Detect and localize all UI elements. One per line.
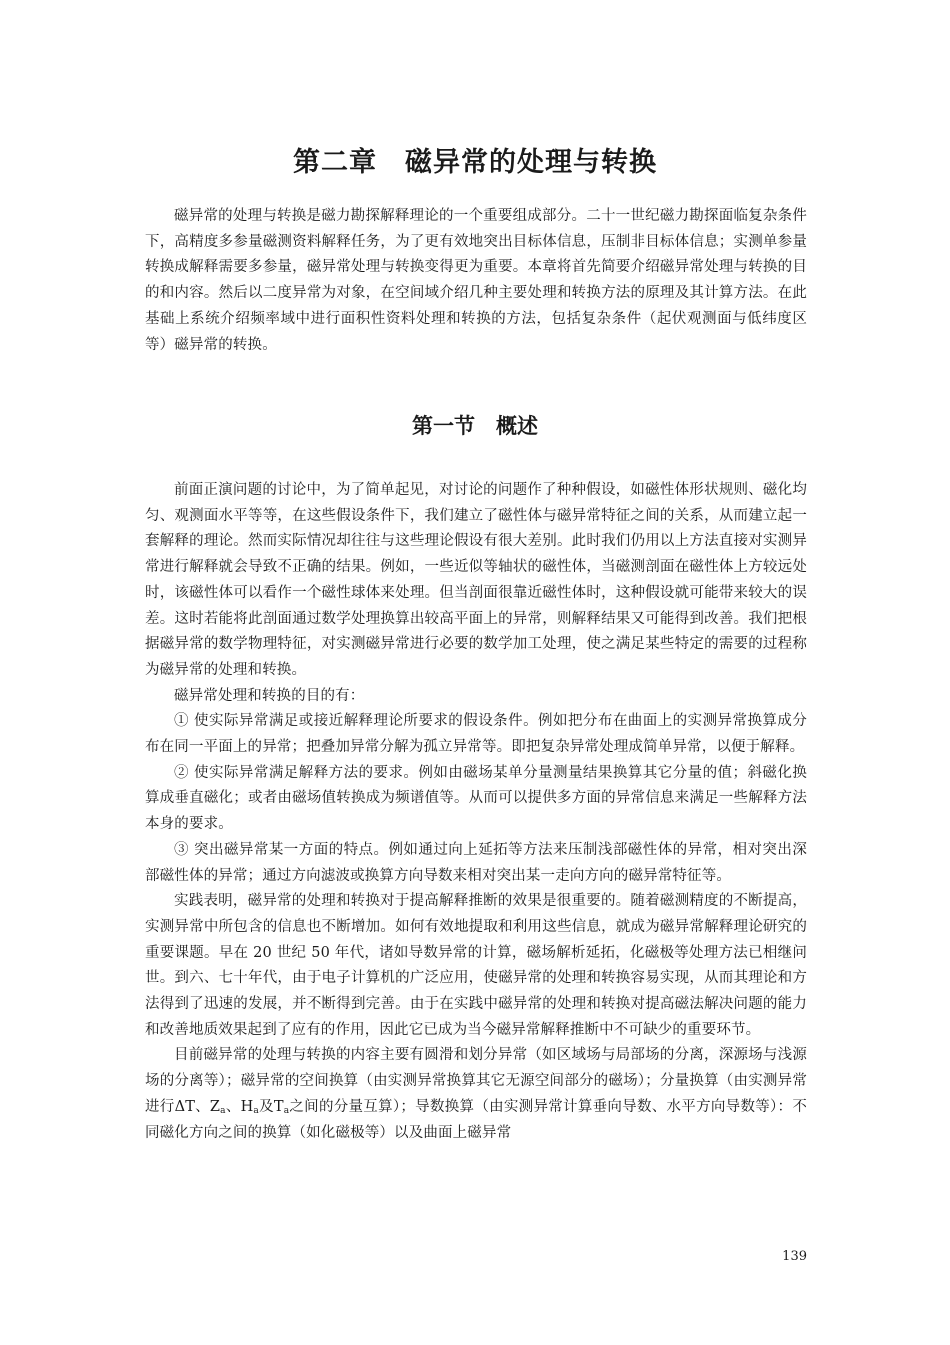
paragraph-purpose-1: ① 使实际异常满足或接近解释理论所要求的假设条件。例如把分布在曲面上的实测异常换算成分布在同一平面上的异常；把叠加异常分解为孤立异常等。即把复杂异常处理成简单异常，以便于解释。 xyxy=(145,713,807,756)
page-number: 139 xyxy=(782,1249,807,1264)
chapter-intro xyxy=(145,204,807,358)
chapter-title: 第二章 磁异常的处理与转换 xyxy=(293,147,657,178)
intro-paragraph: 磁异常的处理与转换是磁力勘探解释理论的一个重要组成部分。二十一世纪磁力勘探面临复杂条件下，高精度多参量磁测资料解释任务，为了更有效地突出目标体信息，压制非目标体信息；实测单参量转换成解释需要多参量，磁异常处理与转换变得更为重要。本章将首先简要介绍磁异常处理与转换的目的和内容。然后以二度异常为对象，在空间域介绍几种主要处理和转换方法的原理及其计算方法。在此基础上系统介绍频率域中进行面积性资料处理和转换的方法，包括复杂条件（起伏观测面与低纬度区等）磁异常的转换。 xyxy=(145,208,807,353)
paragraph-purpose-3: ③ 突出磁异常某一方面的特点。例如通过向上延拓等方法来压制浅部磁性体的异常，相对突出深部磁性体的异常；通过方向滤波或换算方向导数来相对突出某一走向方向的磁异常特征等。 xyxy=(145,841,807,884)
section-title: 第一节 概述 xyxy=(412,414,538,438)
paragraph-purpose-intro: 磁异常处理和转换的目的有： xyxy=(174,687,365,704)
contents-text-part3: 及T xyxy=(258,1098,284,1115)
paragraph-purpose-2: ② 使实际异常满足解释方法的要求。例如由磁场某单分量测量结果换算其它分量的值；斜磁化换算成垂直磁化；或者由磁场值转换成为频谱值等。从而可以提供多方面的异常信息来满足一些解释方法本身的要求。 xyxy=(145,764,807,833)
paragraph-practice: 实践表明，磁异常的处理和转换对于提高解释推断的效果是很重要的。随着磁测精度的不断提高，实测异常中所包含的信息也不断增加。如何有效地提取和利用这些信息，就成为磁异常解释理论研究的重要课题。早在 20 世纪 50 年代，诸如导数异常的计算，磁场解析延拓，化磁极等处理方法已相继问世。到六、七十年代，由于电子计算机的广泛应用，使磁异常的处理和转换容易实现，从而其理论和方法得到了迅速的发展，并不断得到完善。由于在实践中磁异常的处理和转换对提高磁法解决问题的能力和改善地质效果起到了应有的作用，因此它已成为当今磁异常解释推断中不可缺少的重要环节。 xyxy=(145,893,807,1038)
contents-subscript-1: a xyxy=(220,1105,226,1116)
contents-subscript-2: a xyxy=(253,1105,259,1116)
contents-text-part1: 目前磁异常的处理与转换的内容主要有圆滑和划分异常（如区域场与局部场的分离，深源场与浅源场的分离等）；磁异常的空间换算（由实测异常换算其它无源空间部分的磁场）；分量换算（由实测异常进行ΔT、Z xyxy=(145,1047,807,1115)
paragraph-background: 前面正演问题的讨论中，为了简单起见，对讨论的问题作了种种假设，如磁性体形状规则、磁化均匀、观测面水平等等，在这些假设条件下，我们建立了磁性体与磁异常特征之间的关系，从而建立起一套解释的理论。然而实际情况却往往与这些理论假设有很大差别。此时我们仍用以上方法直接对实测异常进行解释就会导致不正确的结果。例如，一些近似等轴状的磁性体，当磁测剖面在磁性体上方较远处时，该磁性体可以看作一个磁性球体来处理。但当剖面很靠近磁性体时，这种假设就可能带来较大的误差。这时若能将此剖面通过数学处理换算出较高平面上的异常，则解释结果又可能得到改善。我们把根据磁异常的数学物理特征，对实测磁异常进行必要的数学加工处理，使之满足某些特定的需要的过程称为磁异常的处理和转换。 xyxy=(145,482,807,678)
contents-text-part2: 、H xyxy=(225,1098,254,1115)
contents-text-part4: 之间的分量互算）；导数换算（由实测异常计算垂向导数、水平方向导数等）：不同磁化方向之间的换算（如化磁极等）以及曲面上磁异常 xyxy=(145,1098,807,1141)
contents-subscript-3: a xyxy=(283,1105,290,1116)
paragraph-contents xyxy=(145,1043,807,1146)
section-body xyxy=(145,478,807,1146)
